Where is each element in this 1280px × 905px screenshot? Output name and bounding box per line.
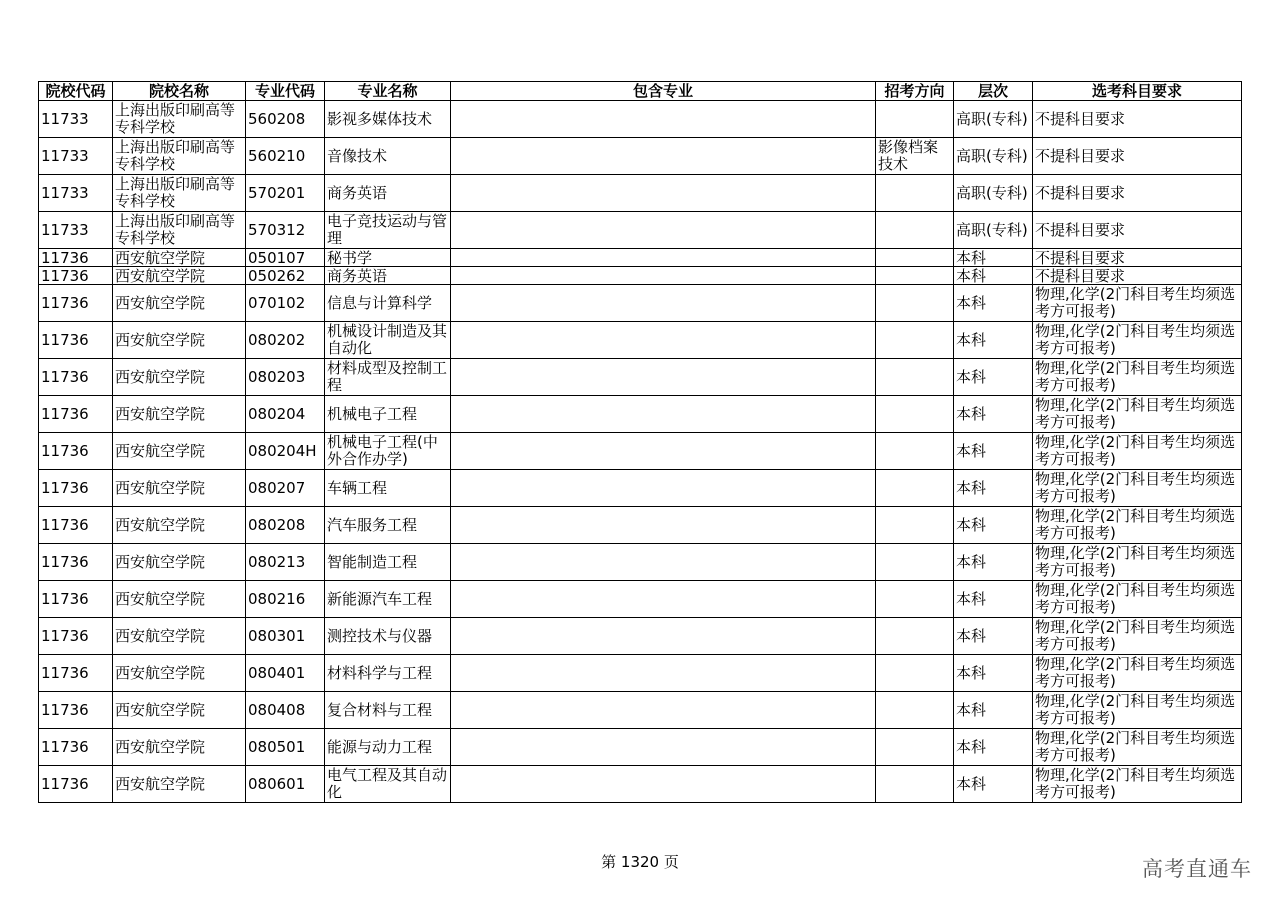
cell-level: 本科 bbox=[954, 655, 1033, 692]
cell-subject-requirement: 物理,化学(2门科目考生均须选考方可报考) bbox=[1033, 581, 1242, 618]
cell-level: 高职(专科) bbox=[954, 138, 1033, 175]
cell-direction bbox=[876, 267, 954, 285]
table-row bbox=[39, 175, 1242, 212]
cell-included-majors bbox=[451, 359, 876, 396]
cell-level: 本科 bbox=[954, 766, 1033, 803]
cell-subject-requirement: 不提科目要求 bbox=[1033, 138, 1242, 175]
cell-school-code: 11736 bbox=[39, 507, 113, 544]
cell-school-code: 11736 bbox=[39, 655, 113, 692]
cell-included-majors bbox=[451, 396, 876, 433]
cell-school-name: 西安航空学院 bbox=[113, 359, 246, 396]
table-row bbox=[39, 267, 1242, 285]
cell-direction bbox=[876, 470, 954, 507]
cell-direction bbox=[876, 249, 954, 267]
cell-subject-requirement: 物理,化学(2门科目考生均须选考方可报考) bbox=[1033, 766, 1242, 803]
table-row bbox=[39, 581, 1242, 618]
table-row bbox=[39, 470, 1242, 507]
cell-subject-requirement: 物理,化学(2门科目考生均须选考方可报考) bbox=[1033, 655, 1242, 692]
cell-direction bbox=[876, 433, 954, 470]
cell-level: 本科 bbox=[954, 249, 1033, 267]
cell-major-name: 商务英语 bbox=[325, 175, 451, 212]
cell-major-name: 新能源汽车工程 bbox=[325, 581, 451, 618]
cell-major-name: 能源与动力工程 bbox=[325, 729, 451, 766]
cell-school-name: 西安航空学院 bbox=[113, 729, 246, 766]
cell-major-code: 080203 bbox=[246, 359, 325, 396]
cell-major-name: 机械电子工程 bbox=[325, 396, 451, 433]
cell-major-name: 复合材料与工程 bbox=[325, 692, 451, 729]
cell-subject-requirement: 物理,化学(2门科目考生均须选考方可报考) bbox=[1033, 729, 1242, 766]
cell-school-name: 西安航空学院 bbox=[113, 544, 246, 581]
cell-major-code: 080408 bbox=[246, 692, 325, 729]
cell-school-code: 11736 bbox=[39, 729, 113, 766]
table-row bbox=[39, 507, 1242, 544]
table-row bbox=[39, 729, 1242, 766]
table-row bbox=[39, 433, 1242, 470]
cell-included-majors bbox=[451, 581, 876, 618]
cell-subject-requirement: 不提科目要求 bbox=[1033, 267, 1242, 285]
cell-major-name: 电子竞技运动与管理 bbox=[325, 212, 451, 249]
cell-subject-requirement: 物理,化学(2门科目考生均须选考方可报考) bbox=[1033, 470, 1242, 507]
cell-level: 本科 bbox=[954, 581, 1033, 618]
cell-subject-requirement: 物理,化学(2门科目考生均须选考方可报考) bbox=[1033, 322, 1242, 359]
cell-major-name: 信息与计算科学 bbox=[325, 285, 451, 322]
table-header-row bbox=[39, 82, 1242, 101]
cell-level: 高职(专科) bbox=[954, 212, 1033, 249]
cell-included-majors bbox=[451, 285, 876, 322]
cell-major-code: 080204H bbox=[246, 433, 325, 470]
header-level: 层次 bbox=[954, 82, 1033, 101]
cell-included-majors bbox=[451, 470, 876, 507]
cell-direction bbox=[876, 359, 954, 396]
cell-major-code: 560208 bbox=[246, 101, 325, 138]
cell-major-code: 070102 bbox=[246, 285, 325, 322]
cell-included-majors bbox=[451, 433, 876, 470]
cell-school-code: 11736 bbox=[39, 544, 113, 581]
cell-major-name: 电气工程及其自动化 bbox=[325, 766, 451, 803]
cell-school-code: 11736 bbox=[39, 396, 113, 433]
cell-included-majors bbox=[451, 138, 876, 175]
cell-school-name: 西安航空学院 bbox=[113, 766, 246, 803]
header-direction: 招考方向 bbox=[876, 82, 954, 101]
cell-major-name: 机械电子工程(中外合作办学) bbox=[325, 433, 451, 470]
cell-level: 本科 bbox=[954, 544, 1033, 581]
cell-major-code: 080401 bbox=[246, 655, 325, 692]
cell-school-code: 11733 bbox=[39, 212, 113, 249]
cell-direction bbox=[876, 544, 954, 581]
cell-school-name: 西安航空学院 bbox=[113, 507, 246, 544]
cell-direction bbox=[876, 766, 954, 803]
table-row bbox=[39, 322, 1242, 359]
cell-level: 本科 bbox=[954, 433, 1033, 470]
cell-subject-requirement: 不提科目要求 bbox=[1033, 212, 1242, 249]
cell-direction bbox=[876, 507, 954, 544]
cell-school-code: 11736 bbox=[39, 433, 113, 470]
table-row bbox=[39, 359, 1242, 396]
cell-subject-requirement: 物理,化学(2门科目考生均须选考方可报考) bbox=[1033, 285, 1242, 322]
cell-included-majors bbox=[451, 212, 876, 249]
cell-included-majors bbox=[451, 249, 876, 267]
cell-direction bbox=[876, 285, 954, 322]
cell-school-name: 西安航空学院 bbox=[113, 692, 246, 729]
cell-included-majors bbox=[451, 544, 876, 581]
cell-major-name: 车辆工程 bbox=[325, 470, 451, 507]
cell-school-code: 11736 bbox=[39, 692, 113, 729]
table-row bbox=[39, 618, 1242, 655]
cell-major-name: 商务英语 bbox=[325, 267, 451, 285]
cell-school-code: 11736 bbox=[39, 470, 113, 507]
cell-major-code: 050262 bbox=[246, 267, 325, 285]
cell-major-code: 080207 bbox=[246, 470, 325, 507]
cell-school-code: 11736 bbox=[39, 766, 113, 803]
page-number: 第 1320 页 bbox=[601, 853, 679, 871]
cell-major-name: 材料科学与工程 bbox=[325, 655, 451, 692]
cell-subject-requirement: 物理,化学(2门科目考生均须选考方可报考) bbox=[1033, 359, 1242, 396]
cell-level: 本科 bbox=[954, 285, 1033, 322]
cell-level: 高职(专科) bbox=[954, 175, 1033, 212]
cell-school-name: 西安航空学院 bbox=[113, 470, 246, 507]
cell-major-code: 080213 bbox=[246, 544, 325, 581]
cell-direction: 影像档案技术 bbox=[876, 138, 954, 175]
cell-level: 本科 bbox=[954, 267, 1033, 285]
cell-major-name: 测控技术与仪器 bbox=[325, 618, 451, 655]
cell-direction bbox=[876, 175, 954, 212]
header-school-name: 院校名称 bbox=[113, 82, 246, 101]
cell-major-name: 机械设计制造及其自动化 bbox=[325, 322, 451, 359]
table-row bbox=[39, 285, 1242, 322]
cell-major-name: 影视多媒体技术 bbox=[325, 101, 451, 138]
cell-subject-requirement: 物理,化学(2门科目考生均须选考方可报考) bbox=[1033, 433, 1242, 470]
table-row bbox=[39, 249, 1242, 267]
cell-school-name: 西安航空学院 bbox=[113, 267, 246, 285]
cell-direction bbox=[876, 396, 954, 433]
cell-school-code: 11733 bbox=[39, 175, 113, 212]
cell-level: 高职(专科) bbox=[954, 101, 1033, 138]
cell-major-code: 080204 bbox=[246, 396, 325, 433]
cell-direction bbox=[876, 618, 954, 655]
cell-included-majors bbox=[451, 618, 876, 655]
table-row bbox=[39, 138, 1242, 175]
cell-subject-requirement: 物理,化学(2门科目考生均须选考方可报考) bbox=[1033, 544, 1242, 581]
cell-school-name: 西安航空学院 bbox=[113, 285, 246, 322]
cell-included-majors bbox=[451, 655, 876, 692]
cell-school-name: 上海出版印刷高等专科学校 bbox=[113, 138, 246, 175]
table-row bbox=[39, 396, 1242, 433]
table-row bbox=[39, 544, 1242, 581]
cell-included-majors bbox=[451, 729, 876, 766]
cell-direction bbox=[876, 212, 954, 249]
cell-school-code: 11736 bbox=[39, 285, 113, 322]
cell-school-name: 西安航空学院 bbox=[113, 618, 246, 655]
cell-direction bbox=[876, 729, 954, 766]
table-row bbox=[39, 101, 1242, 138]
cell-included-majors bbox=[451, 322, 876, 359]
header-subject-requirement: 选考科目要求 bbox=[1033, 82, 1242, 101]
cell-subject-requirement: 不提科目要求 bbox=[1033, 249, 1242, 267]
cell-level: 本科 bbox=[954, 692, 1033, 729]
cell-school-code: 11736 bbox=[39, 618, 113, 655]
cell-school-name: 西安航空学院 bbox=[113, 655, 246, 692]
cell-included-majors bbox=[451, 507, 876, 544]
cell-major-code: 570201 bbox=[246, 175, 325, 212]
cell-direction bbox=[876, 322, 954, 359]
cell-major-name: 智能制造工程 bbox=[325, 544, 451, 581]
cell-level: 本科 bbox=[954, 322, 1033, 359]
header-major-name: 专业名称 bbox=[325, 82, 451, 101]
cell-major-code: 080208 bbox=[246, 507, 325, 544]
cell-direction bbox=[876, 655, 954, 692]
cell-level: 本科 bbox=[954, 618, 1033, 655]
cell-subject-requirement: 不提科目要求 bbox=[1033, 101, 1242, 138]
cell-subject-requirement: 物理,化学(2门科目考生均须选考方可报考) bbox=[1033, 507, 1242, 544]
cell-school-name: 西安航空学院 bbox=[113, 433, 246, 470]
cell-level: 本科 bbox=[954, 729, 1033, 766]
cell-school-name: 上海出版印刷高等专科学校 bbox=[113, 212, 246, 249]
cell-subject-requirement: 物理,化学(2门科目考生均须选考方可报考) bbox=[1033, 618, 1242, 655]
cell-major-code: 560210 bbox=[246, 138, 325, 175]
cell-school-name: 上海出版印刷高等专科学校 bbox=[113, 101, 246, 138]
cell-major-name: 秘书学 bbox=[325, 249, 451, 267]
watermark: 高考直通车 bbox=[1142, 857, 1252, 881]
cell-level: 本科 bbox=[954, 359, 1033, 396]
cell-included-majors bbox=[451, 175, 876, 212]
header-school-code: 院校代码 bbox=[39, 82, 113, 101]
cell-included-majors bbox=[451, 101, 876, 138]
header-major-code: 专业代码 bbox=[246, 82, 325, 101]
table-row bbox=[39, 655, 1242, 692]
cell-major-name: 音像技术 bbox=[325, 138, 451, 175]
cell-level: 本科 bbox=[954, 396, 1033, 433]
cell-major-code: 050107 bbox=[246, 249, 325, 267]
cell-level: 本科 bbox=[954, 470, 1033, 507]
cell-school-name: 西安航空学院 bbox=[113, 396, 246, 433]
header-included-majors: 包含专业 bbox=[451, 82, 876, 101]
cell-school-name: 西安航空学院 bbox=[113, 249, 246, 267]
table-body bbox=[39, 101, 1242, 803]
cell-school-code: 11733 bbox=[39, 101, 113, 138]
cell-school-code: 11736 bbox=[39, 267, 113, 285]
cell-major-code: 080301 bbox=[246, 618, 325, 655]
cell-direction bbox=[876, 692, 954, 729]
cell-included-majors bbox=[451, 766, 876, 803]
cell-school-code: 11736 bbox=[39, 359, 113, 396]
cell-direction bbox=[876, 581, 954, 618]
cell-major-code: 570312 bbox=[246, 212, 325, 249]
cell-major-code: 080601 bbox=[246, 766, 325, 803]
cell-included-majors bbox=[451, 267, 876, 285]
table-row bbox=[39, 212, 1242, 249]
cell-school-code: 11736 bbox=[39, 249, 113, 267]
cell-major-code: 080501 bbox=[246, 729, 325, 766]
cell-school-name: 西安航空学院 bbox=[113, 581, 246, 618]
cell-school-name: 西安航空学院 bbox=[113, 322, 246, 359]
admissions-table bbox=[38, 81, 1242, 803]
cell-subject-requirement: 物理,化学(2门科目考生均须选考方可报考) bbox=[1033, 692, 1242, 729]
cell-subject-requirement: 物理,化学(2门科目考生均须选考方可报考) bbox=[1033, 396, 1242, 433]
cell-major-name: 汽车服务工程 bbox=[325, 507, 451, 544]
cell-level: 本科 bbox=[954, 507, 1033, 544]
cell-school-name: 上海出版印刷高等专科学校 bbox=[113, 175, 246, 212]
table-row bbox=[39, 692, 1242, 729]
cell-major-name: 材料成型及控制工程 bbox=[325, 359, 451, 396]
cell-included-majors bbox=[451, 692, 876, 729]
cell-major-code: 080216 bbox=[246, 581, 325, 618]
cell-school-code: 11733 bbox=[39, 138, 113, 175]
cell-school-code: 11736 bbox=[39, 581, 113, 618]
cell-major-code: 080202 bbox=[246, 322, 325, 359]
table-row bbox=[39, 766, 1242, 803]
cell-direction bbox=[876, 101, 954, 138]
cell-subject-requirement: 不提科目要求 bbox=[1033, 175, 1242, 212]
cell-school-code: 11736 bbox=[39, 322, 113, 359]
